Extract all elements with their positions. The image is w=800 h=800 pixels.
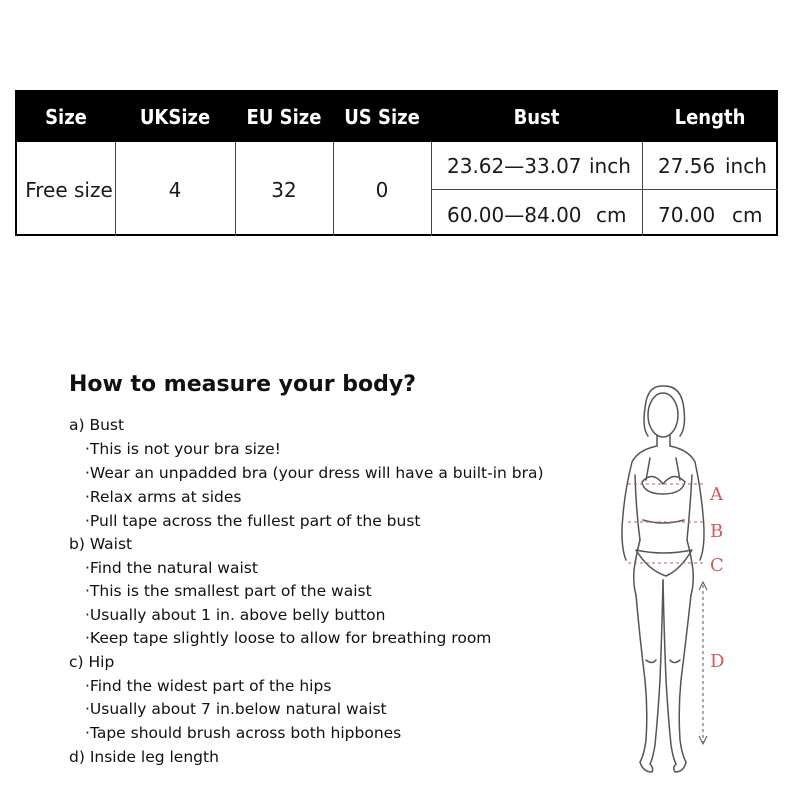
section-waist-label: b) Waist xyxy=(69,535,133,553)
cell-length-inch: 27.56 xyxy=(658,154,716,178)
hip-tip: ·Tape should brush across both hipbones xyxy=(85,724,402,742)
measure-label-d: D xyxy=(710,651,725,672)
cell-bust-inch: 23.62—33.07 xyxy=(447,154,582,178)
body-figure-illustration xyxy=(600,380,740,780)
bust-tip: ·Relax arms at sides xyxy=(85,488,242,506)
table-header xyxy=(17,92,776,142)
header-eusize: EU Size xyxy=(246,105,322,129)
measure-label-c: C xyxy=(710,555,724,576)
unit-length-inch: inch xyxy=(725,154,767,178)
cell-ussize: 0 xyxy=(375,178,389,202)
cell-size: Free size xyxy=(25,178,113,202)
row-divider xyxy=(431,189,778,190)
measure-label-a: A xyxy=(710,484,723,505)
bust-tip: ·Wear an unpadded bra (your dress will have a built-in bra) xyxy=(85,464,544,482)
guide-title: How to measure your body? xyxy=(69,372,417,397)
size-table xyxy=(15,90,778,236)
header-ussize: US Size xyxy=(344,105,420,129)
section-bust-label: a) Bust xyxy=(69,416,125,434)
header-length: Length xyxy=(674,105,746,129)
waist-tip: ·Usually about 1 in. above belly button xyxy=(85,606,386,624)
cell-eusize: 32 xyxy=(271,178,297,202)
hip-tip: ·Find the widest part of the hips xyxy=(85,677,332,695)
unit-bust-inch: inch xyxy=(589,154,631,178)
measure-label-b: B xyxy=(710,521,724,542)
cell-length-cm: 70.00 xyxy=(658,203,716,227)
cell-bust-cm: 60.00—84.00 xyxy=(447,203,582,227)
hip-tip: ·Usually about 7 in.below natural waist xyxy=(85,700,387,718)
bust-tip: ·Pull tape across the fullest part of the bust xyxy=(85,512,421,530)
section-hip-label: c) Hip xyxy=(69,653,115,671)
cell-uksize: 4 xyxy=(168,178,182,202)
header-size: Size xyxy=(45,105,87,129)
unit-length-cm: cm xyxy=(732,203,763,227)
bust-tip: ·This is not your bra size! xyxy=(85,440,281,458)
header-uksize: UKSize xyxy=(139,105,211,129)
waist-tip: ·This is the smallest part of the waist xyxy=(85,582,372,600)
unit-bust-cm: cm xyxy=(596,203,627,227)
waist-tip: ·Keep tape slightly loose to allow for breathing room xyxy=(85,629,492,647)
section-inside-leg-label: d) Inside leg length xyxy=(69,748,219,766)
header-bust: Bust xyxy=(513,105,560,129)
waist-tip: ·Find the natural waist xyxy=(85,559,258,577)
